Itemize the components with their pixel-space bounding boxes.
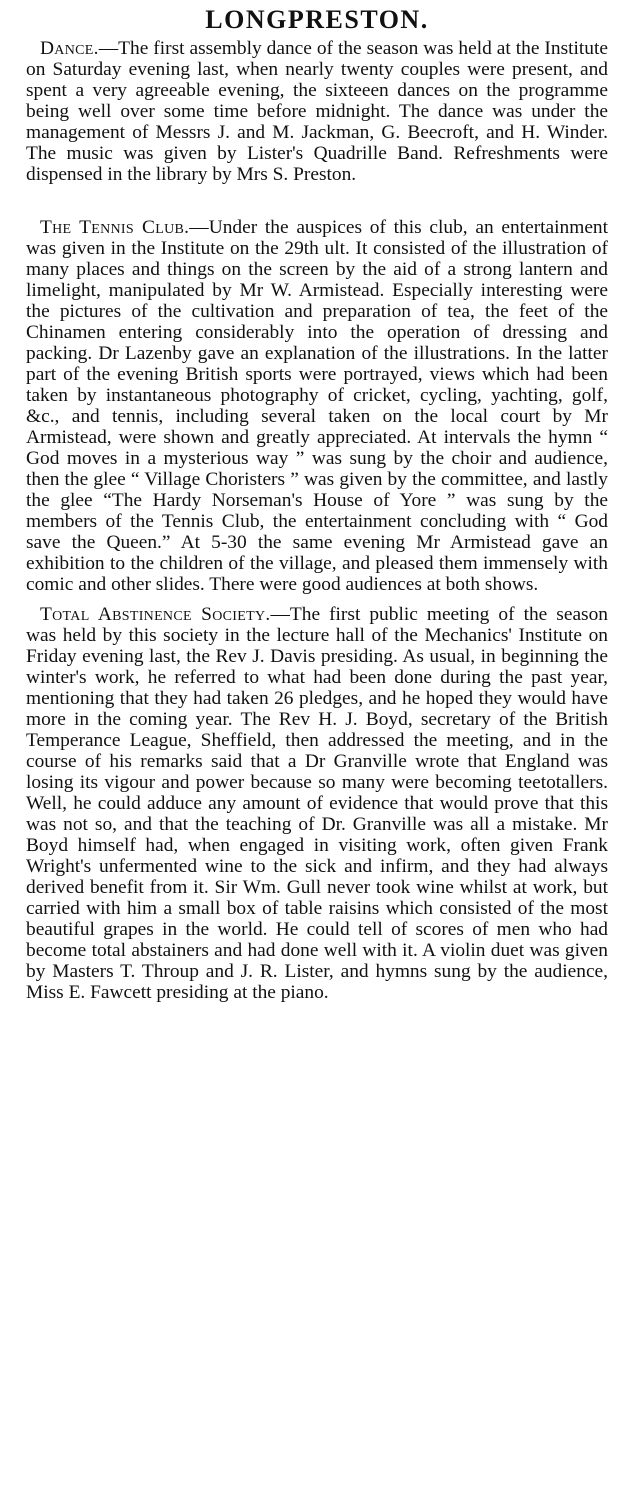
section-lead-total-abstinence: Total Abstinence Society.	[40, 604, 271, 625]
section-lead-dance: Dance.	[40, 38, 99, 59]
article-tennis-club	[26, 217, 608, 595]
section-body-dance: —The first assembly dance of the season was held at the Institute on Saturday evening last, when nearly twenty couples were present, and spent a very agreeable evening, the sixteeen dances on the programme being well over some time before midnight. The dance was under the management of Messrs J. and M. Jackman, G. Beecroft, and H. Winder. The music was given by Lister's Quadrille Band. Refreshments were dispensed in the library by Mrs S. Preston.	[26, 38, 608, 185]
article-dance	[26, 38, 608, 185]
headline: LONGPRESTON.	[205, 5, 429, 34]
section-body-total-abstinence: —The first public meeting of the season was held by this society in the lecture hall of the Mechanics' Institute on Friday evening last, the Rev J. Davis presiding. As usual, in beginning the winter's work, he referred to what had been done during the past year, mentioning that they had taken 26 pledges, and he hoped they would have more in the coming year. The Rev H. J. Boyd, secretary of the British Temperance League, Sheffield, then addressed the meeting, and in the course of his remarks said that a Dr Granville wrote that England was losing its vigour and power because so many were becoming teetotallers. Well, he could adduce any amount of evidence that would prove that this was not so, and that the teaching of Dr. Granville was all a mistake. Mr Boyd himself had, when engaged in visiting work, often given Frank Wright's unfermented wine to the sick and infirm, and they had always derived benefit from it. Sir Wm. Gull never took wine whilst at work, but carried with him a small box of table raisins which consisted of the most beautiful grapes in the world. He could tell of scores of men who had become total abstainers and had done well with it. A violin duet was given by Masters T. Throup and J. R. Lister, and hymns sung by the audience, Miss E. Fawcett presiding at the piano.	[26, 604, 608, 1003]
section-lead-tennis-club: The Tennis Club.	[40, 217, 190, 238]
section-body-tennis-club: —Under the auspices of this club, an entertainment was given in the Institute on the 29th ult. It consisted of the illustration of many places and things on the screen by the aid of a strong lantern and limelight, manipulated by Mr W. Armistead. Especially interesting were the pictures of the cultivation and preparation of tea, the feet of the Chinamen entering considerably into the operation of dressing and packing. Dr Lazenby gave an explanation of the illustrations. In the latter part of the evening British sports were portrayed, views which had been taken by instantaneous photography of cricket, cycling, yachting, golf, &c., and tennis, including several taken on the local court by Mr Armistead, were shown and greatly appreciated. At intervals the hymn “ God moves in a mysterious way ” was sung by the choir and audience, then the glee “ Village Choristers ” was given by the committee, and lastly the glee “The Hardy Norseman's House of Yore ” was sung by the members of the Tennis Club, the entertainment concluding with “ God save the Queen.” At 5-30 the same evening Mr Armistead gave an exhibition to the children of the village, and pleased them immensely with comic and other slides. There were good audiences at both shows.	[26, 217, 609, 595]
article-total-abstinence-society	[26, 604, 608, 1003]
